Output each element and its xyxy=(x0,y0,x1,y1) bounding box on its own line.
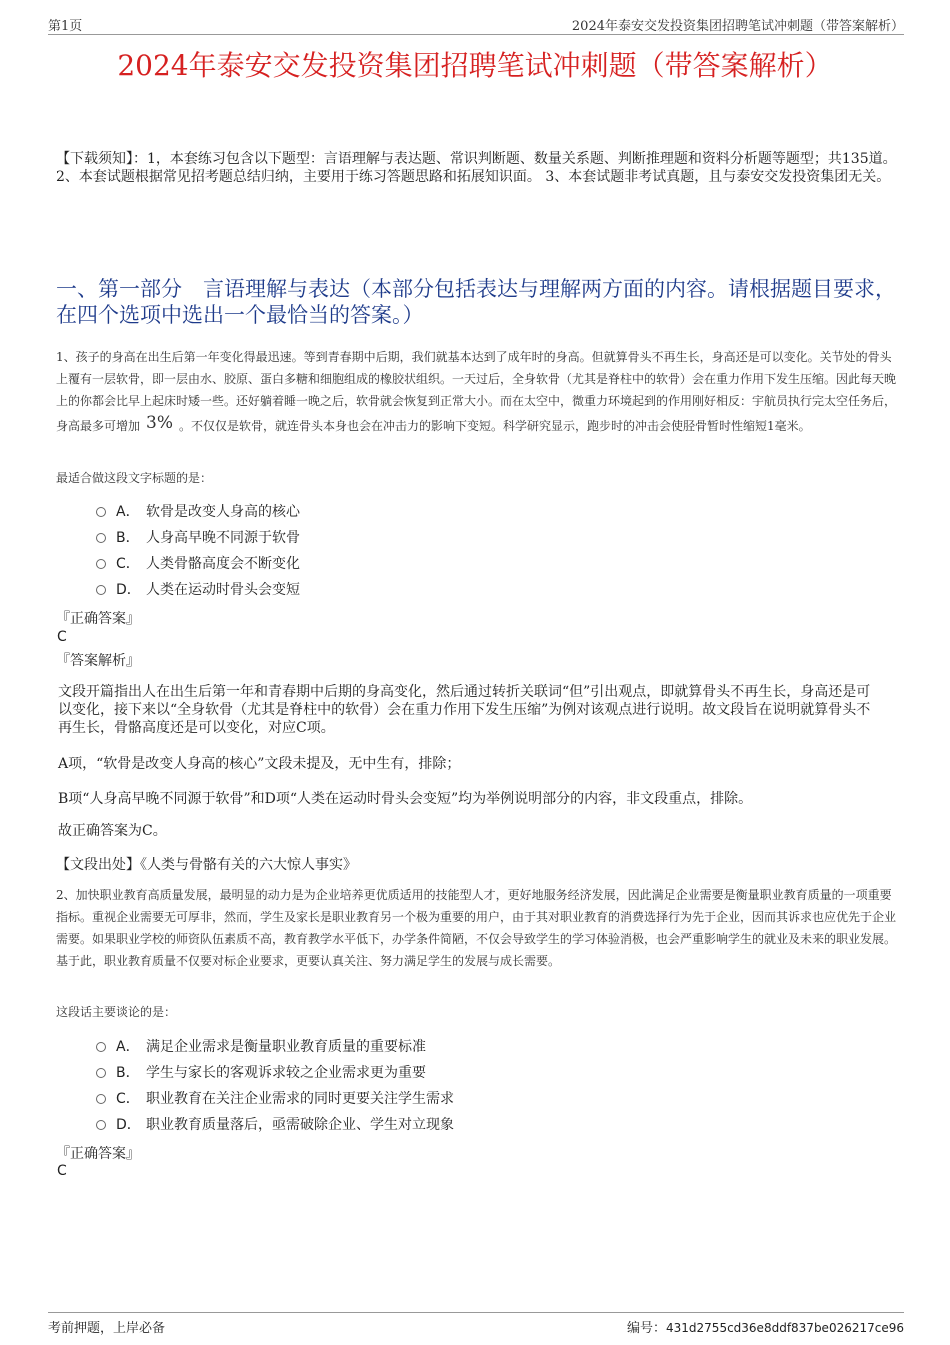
footer-slogan: 考前押题，上岸必备 xyxy=(48,1321,166,1336)
percent-value: 3% xyxy=(146,413,173,433)
answer-value: C xyxy=(57,629,67,645)
analysis-paragraph: 文段开篇指出人在出生后第一年和青春期中后期的身高变化，然后通过转折关联词“但”引出观点，即就算骨头不再生长，身高还是可以变化，接下来以“全身软骨（尤其是脊柱中的软骨）会在重力作用下发生压缩”为例对该观点进行说明。故文段旨在说明就算骨头不再生长，骨骼高度还是可以变化，对应C项。 xyxy=(58,684,871,736)
radio-icon[interactable] xyxy=(96,1094,106,1104)
option-c[interactable]: C． 人类骨骼高度会不断变化 xyxy=(96,551,300,577)
answer-label: 『正确答案』 xyxy=(56,611,140,627)
page-footer xyxy=(48,1312,904,1335)
option-c[interactable]: C． 职业教育在关注企业需求的同时更要关注学生需求 xyxy=(96,1086,454,1112)
answer-label: 『正确答案』 xyxy=(56,1146,140,1162)
option-d[interactable]: D． 人类在运动时骨头会变短 xyxy=(96,577,300,603)
radio-icon[interactable] xyxy=(96,559,106,569)
answer-value: C xyxy=(57,1163,67,1179)
document-title: 2024年泰安交发投资集团招聘笔试冲刺题（带答案解析） xyxy=(117,49,833,82)
option-a[interactable]: A． 满足企业需求是衡量职业教育质量的重要标准 xyxy=(96,1034,454,1060)
analysis-label: 『答案解析』 xyxy=(56,653,140,669)
question-1-text: 1、孩子的身高在出生后第一年变化得最迅速。等到青春期中后期，我们就基本达到了成年时的身高。但就算骨头不再生长，身高还是可以变化。关节处的骨头上覆有一层软骨，即一层由水、胶原、蛋白多糖和细胞组成的橡胶状组织。一天过后，全身软骨（尤其是脊柱中的软骨）会在重力作用下发生压缩。因此每天晚上的你都会比早上起床时矮一些。还好躺着睡一晚之后，软骨就会恢复到正常大小。而在太空中，微重力环境起到的作用刚好相反：宇航员执行完太空任务后，身高最多可增加 3% 。不仅仅是软骨，就连骨头本身也会在冲击力的影响下变短。科学研究显示，跑步时的冲击会使胫骨暂时性缩短1毫米。 xyxy=(56,350,897,433)
radio-icon[interactable] xyxy=(96,533,106,543)
header-doc-title: 2024年泰安交发投资集团招聘笔试冲刺题（带答案解析） xyxy=(571,19,904,34)
section-title: 一、第一部分 言语理解与表达（本部分包括表达与理解两方面的内容。请根据题目要求，在四个选项中选出一个最恰当的答案。） xyxy=(56,277,896,327)
radio-icon[interactable] xyxy=(96,1042,106,1052)
option-d[interactable]: D． 职业教育质量落后，亟需破除企业、学生对立现象 xyxy=(96,1112,454,1138)
option-a[interactable]: A． 软骨是改变人身高的核心 xyxy=(96,499,300,525)
page-number: 第1页 xyxy=(48,19,83,34)
question-2-options xyxy=(96,1034,454,1138)
option-b[interactable]: B． 人身高早晚不同源于软骨 xyxy=(96,525,300,551)
question-2-text: 2、加快职业教育高质量发展，最明显的动力是为企业培养更优质适用的技能型人才，更好地服务经济发展，因此满足企业需要是衡量职业教育质量的一项重要指标。重视企业需要无可厚非，然而，学生及家长是职业教育另一个极为重要的用户，由于其对职业教育的消费选择行为先于企业，因而其诉求也应优先于企业需要。如果职业学校的师资队伍素质不高，教育教学水平低下，办学条件简陋，不仅会导致学生的学习体验消极，也会严重影响学生的就业及未来的职业发展。基于此，职业教育质量不仅要对标企业要求，更要认真关注、努力满足学生的发展与成长需要。 xyxy=(56,888,897,968)
page-header xyxy=(48,14,904,35)
text-source: 【文段出处】《人类与骨骼有关的六大惊人事实》 xyxy=(56,857,357,873)
question-1-prompt: 最适合做这段文字标题的是： xyxy=(56,471,213,485)
radio-icon[interactable] xyxy=(96,1068,106,1078)
question-2-prompt: 这段话主要谈论的是： xyxy=(56,1005,177,1019)
analysis-conclusion: 故正确答案为C。 xyxy=(58,823,167,839)
document-code: 编号：431d2755cd36e8ddf837be026217ce96 xyxy=(627,1321,904,1336)
radio-icon[interactable] xyxy=(96,1120,106,1130)
download-notice: 【下载须知】：1，本套练习包含以下题型：言语理解与表达题、常识判断题、数量关系题、判断推理题和资料分析题等题型；共135道。 2、本套试题根据常见招考题总结归纳，主要用于练习答题思路和拓展知识面。 3、本套试题非考试真题，且与泰安交发投资集团无关。 xyxy=(56,151,897,185)
option-b[interactable]: B． 学生与家长的客观诉求较之企业需求更为重要 xyxy=(96,1060,454,1086)
question-1-options xyxy=(96,499,300,603)
analysis-option-bd: B项“人身高早晚不同源于软骨”和D项“人类在运动时骨头会变短”均为举例说明部分的内容，非文段重点，排除。 xyxy=(58,791,753,807)
radio-icon[interactable] xyxy=(96,507,106,517)
radio-icon[interactable] xyxy=(96,585,106,595)
analysis-option-a: A项，“软骨是改变人身高的核心”文段未提及，无中生有，排除； xyxy=(58,756,461,772)
